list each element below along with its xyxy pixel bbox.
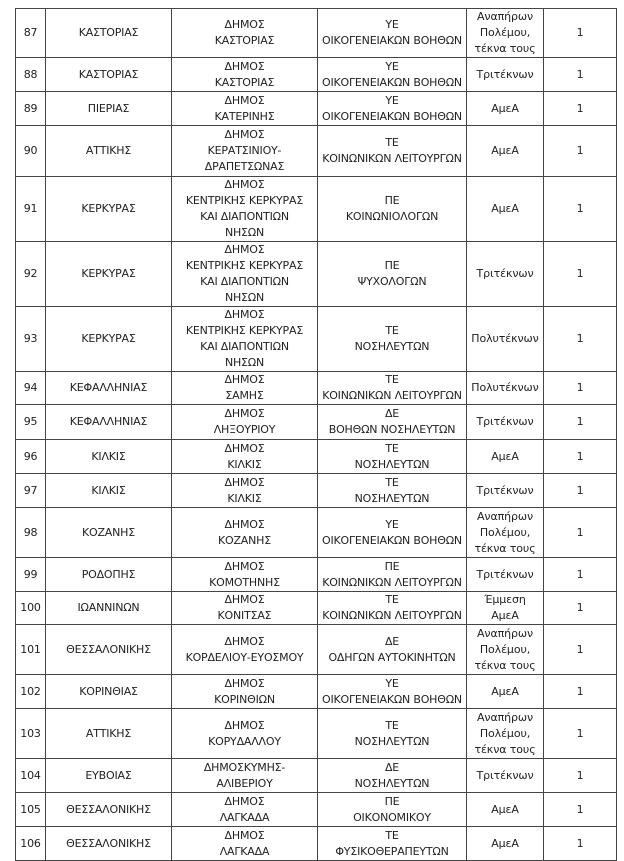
cell-number: 89	[16, 92, 46, 126]
cell-region: ΠΙΕΡΙΑΣ	[46, 92, 172, 126]
cell-number: 105	[16, 793, 46, 827]
cell-category: Τριτέκνων	[467, 242, 544, 307]
cell-specialty: ΥΕ ΟΙΚΟΓΕΝΕΙΑΚΩΝ ΒΟΗΘΩΝ	[318, 58, 467, 92]
table-row	[16, 827, 617, 861]
cell-municipality: ΔΗΜΟΣ ΚΑΣΤΟΡΙΑΣ	[172, 58, 318, 92]
cell-positions: 1	[544, 625, 617, 675]
cell-category: Αναπήρων Πολέμου, τέκνα τους	[467, 625, 544, 675]
cell-category: Τριτέκνων	[467, 759, 544, 793]
table-row	[16, 242, 617, 307]
cell-number: 92	[16, 242, 46, 307]
cell-category: Έμμεση ΑμεΑ	[467, 592, 544, 625]
cell-region: ΕΥΒΟΙΑΣ	[46, 759, 172, 793]
cell-municipality: ΔΗΜΟΣ ΛΑΓΚΑΔΑ	[172, 827, 318, 861]
cell-specialty: ΔΕ ΒΟΗΘΩΝ ΝΟΣΗΛΕΥΤΩΝ	[318, 405, 467, 440]
cell-municipality: ΔΗΜΟΣΚΥΜΗΣ- ΑΛΙΒΕΡΙΟΥ	[172, 759, 318, 793]
cell-region: ΚΙΛΚΙΣ	[46, 474, 172, 508]
cell-specialty: ΤΕ ΚΟΙΝΩΝΙΚΩΝ ΛΕΙΤΟΥΡΓΩΝ	[318, 126, 467, 177]
cell-region: ΚΟΡΙΝΘΙΑΣ	[46, 675, 172, 709]
table-row	[16, 592, 617, 625]
cell-region: ΚΑΣΤΟΡΙΑΣ	[46, 9, 172, 58]
cell-municipality: ΔΗΜΟΣ ΚΙΛΚΙΣ	[172, 474, 318, 508]
cell-specialty: ΥΕ ΟΙΚΟΓΕΝΕΙΑΚΩΝ ΒΟΗΘΩΝ	[318, 9, 467, 58]
positions-table-body	[16, 9, 617, 861]
table-row	[16, 92, 617, 126]
cell-municipality: ΔΗΜΟΣ ΛΗΞΟΥΡΙΟΥ	[172, 405, 318, 440]
cell-region: ΚΕΡΚΥΡΑΣ	[46, 307, 172, 372]
cell-positions: 1	[544, 827, 617, 861]
cell-specialty: ΤΕ ΝΟΣΗΛΕΥΤΩΝ	[318, 709, 467, 759]
cell-region: ΚΕΡΚΥΡΑΣ	[46, 242, 172, 307]
cell-municipality: ΔΗΜΟΣ ΚΟΡΥΔΑΛΛΟΥ	[172, 709, 318, 759]
cell-municipality: ΔΗΜΟΣ ΚΟΜΟΤΗΝΗΣ	[172, 558, 318, 592]
cell-number: 93	[16, 307, 46, 372]
cell-category: ΑμεΑ	[467, 827, 544, 861]
table-row	[16, 558, 617, 592]
cell-positions: 1	[544, 126, 617, 177]
table-row	[16, 508, 617, 558]
table-row	[16, 58, 617, 92]
cell-specialty: ΥΕ ΟΙΚΟΓΕΝΕΙΑΚΩΝ ΒΟΗΘΩΝ	[318, 675, 467, 709]
table-row	[16, 759, 617, 793]
cell-region: ΘΕΣΣΑΛΟΝΙΚΗΣ	[46, 625, 172, 675]
cell-category: Τριτέκνων	[467, 405, 544, 440]
table-row	[16, 793, 617, 827]
cell-category: Αναπήρων Πολέμου, τέκνα τους	[467, 508, 544, 558]
cell-number: 99	[16, 558, 46, 592]
cell-positions: 1	[544, 177, 617, 242]
cell-number: 103	[16, 709, 46, 759]
cell-positions: 1	[544, 440, 617, 474]
table-row	[16, 709, 617, 759]
cell-positions: 1	[544, 92, 617, 126]
cell-number: 90	[16, 126, 46, 177]
cell-positions: 1	[544, 508, 617, 558]
cell-region: ΑΤΤΙΚΗΣ	[46, 126, 172, 177]
cell-positions: 1	[544, 675, 617, 709]
cell-municipality: ΔΗΜΟΣ ΚΕΡΑΤΣΙΝΙΟΥ- ΔΡΑΠΕΤΣΩΝΑΣ	[172, 126, 318, 177]
cell-region: ΘΕΣΣΑΛΟΝΙΚΗΣ	[46, 827, 172, 861]
cell-number: 100	[16, 592, 46, 625]
cell-region: ΑΤΤΙΚΗΣ	[46, 709, 172, 759]
cell-specialty: ΤΕ ΦΥΣΙΚΟΘΕΡΑΠΕΥΤΩΝ	[318, 827, 467, 861]
positions-table	[15, 8, 617, 861]
cell-region: ΚΕΦΑΛΛΗΝΙΑΣ	[46, 405, 172, 440]
cell-specialty: ΥΕ ΟΙΚΟΓΕΝΕΙΑΚΩΝ ΒΟΗΘΩΝ	[318, 508, 467, 558]
cell-region: ΘΕΣΣΑΛΟΝΙΚΗΣ	[46, 793, 172, 827]
cell-municipality: ΔΗΜΟΣ ΚΑΤΕΡΙΝΗΣ	[172, 92, 318, 126]
table-row	[16, 177, 617, 242]
table-row	[16, 675, 617, 709]
cell-positions: 1	[544, 372, 617, 405]
cell-positions: 1	[544, 58, 617, 92]
cell-specialty: ΤΕ ΝΟΣΗΛΕΥΤΩΝ	[318, 440, 467, 474]
cell-region: ΚΕΡΚΥΡΑΣ	[46, 177, 172, 242]
cell-number: 95	[16, 405, 46, 440]
cell-positions: 1	[544, 474, 617, 508]
cell-specialty: ΤΕ ΝΟΣΗΛΕΥΤΩΝ	[318, 307, 467, 372]
cell-category: Αναπήρων Πολέμου, τέκνα τους	[467, 709, 544, 759]
cell-region: ΚΟΖΑΝΗΣ	[46, 508, 172, 558]
cell-municipality: ΔΗΜΟΣ ΚΟΝΙΤΣΑΣ	[172, 592, 318, 625]
cell-positions: 1	[544, 242, 617, 307]
cell-category: Τριτέκνων	[467, 558, 544, 592]
table-row	[16, 307, 617, 372]
cell-municipality: ΔΗΜΟΣ ΚΕΝΤΡΙΚΗΣ ΚΕΡΚΥΡΑΣ ΚΑΙ ΔΙΑΠΟΝΤΙΩΝ ΝΗΣΩΝ	[172, 177, 318, 242]
cell-category: ΑμεΑ	[467, 793, 544, 827]
table-row	[16, 372, 617, 405]
cell-region: ΡΟΔΟΠΗΣ	[46, 558, 172, 592]
cell-category: ΑμεΑ	[467, 126, 544, 177]
cell-number: 101	[16, 625, 46, 675]
cell-municipality: ΔΗΜΟΣ ΚΕΝΤΡΙΚΗΣ ΚΕΡΚΥΡΑΣ ΚΑΙ ΔΙΑΠΟΝΤΙΩΝ ΝΗΣΩΝ	[172, 242, 318, 307]
cell-specialty: ΔΕ ΟΔΗΓΩΝ ΑΥΤΟΚΙΝΗΤΩΝ	[318, 625, 467, 675]
cell-number: 102	[16, 675, 46, 709]
cell-number: 106	[16, 827, 46, 861]
cell-number: 88	[16, 58, 46, 92]
cell-category: Πολυτέκνων	[467, 307, 544, 372]
cell-category: ΑμεΑ	[467, 440, 544, 474]
cell-positions: 1	[544, 307, 617, 372]
cell-number: 98	[16, 508, 46, 558]
cell-municipality: ΔΗΜΟΣ ΛΑΓΚΑΔΑ	[172, 793, 318, 827]
cell-number: 87	[16, 9, 46, 58]
cell-municipality: ΔΗΜΟΣ ΚΟΡΔΕΛΙΟΥ-ΕΥΟΣΜΟΥ	[172, 625, 318, 675]
table-row	[16, 405, 617, 440]
cell-municipality: ΔΗΜΟΣ ΚΟΡΙΝΘΙΩΝ	[172, 675, 318, 709]
cell-category: ΑμεΑ	[467, 92, 544, 126]
table-row	[16, 126, 617, 177]
table-row	[16, 474, 617, 508]
cell-number: 91	[16, 177, 46, 242]
cell-positions: 1	[544, 709, 617, 759]
cell-region: ΚΙΛΚΙΣ	[46, 440, 172, 474]
cell-positions: 1	[544, 405, 617, 440]
cell-specialty: ΤΕ ΝΟΣΗΛΕΥΤΩΝ	[318, 474, 467, 508]
cell-positions: 1	[544, 759, 617, 793]
cell-category: Αναπήρων Πολέμου, τέκνα τους	[467, 9, 544, 58]
table-row	[16, 625, 617, 675]
cell-specialty: ΠΕ ΚΟΙΝΩΝΙΟΛΟΓΩΝ	[318, 177, 467, 242]
cell-municipality: ΔΗΜΟΣ ΣΑΜΗΣ	[172, 372, 318, 405]
table-row	[16, 440, 617, 474]
cell-positions: 1	[544, 558, 617, 592]
cell-number: 96	[16, 440, 46, 474]
cell-specialty: ΠΕ ΚΟΙΝΩΝΙΚΩΝ ΛΕΙΤΟΥΡΓΩΝ	[318, 558, 467, 592]
cell-specialty: ΠΕ ΟΙΚΟΝΟΜΙΚΟΥ	[318, 793, 467, 827]
cell-category: Τριτέκνων	[467, 474, 544, 508]
cell-region: ΚΑΣΤΟΡΙΑΣ	[46, 58, 172, 92]
cell-specialty: ΤΕ ΚΟΙΝΩΝΙΚΩΝ ΛΕΙΤΟΥΡΓΩΝ	[318, 372, 467, 405]
cell-region: ΙΩΑΝΝΙΝΩΝ	[46, 592, 172, 625]
cell-positions: 1	[544, 9, 617, 58]
cell-number: 97	[16, 474, 46, 508]
cell-category: Πολυτέκνων	[467, 372, 544, 405]
cell-specialty: ΥΕ ΟΙΚΟΓΕΝΕΙΑΚΩΝ ΒΟΗΘΩΝ	[318, 92, 467, 126]
cell-municipality: ΔΗΜΟΣ ΚΙΛΚΙΣ	[172, 440, 318, 474]
cell-number: 94	[16, 372, 46, 405]
cell-specialty: ΤΕ ΚΟΙΝΩΝΙΚΩΝ ΛΕΙΤΟΥΡΓΩΝ	[318, 592, 467, 625]
cell-municipality: ΔΗΜΟΣ ΚΑΣΤΟΡΙΑΣ	[172, 9, 318, 58]
cell-category: ΑμεΑ	[467, 675, 544, 709]
cell-region: ΚΕΦΑΛΛΗΝΙΑΣ	[46, 372, 172, 405]
cell-specialty: ΠΕ ΨΥΧΟΛΟΓΩΝ	[318, 242, 467, 307]
cell-positions: 1	[544, 793, 617, 827]
cell-number: 104	[16, 759, 46, 793]
cell-category: Τριτέκνων	[467, 58, 544, 92]
cell-municipality: ΔΗΜΟΣ ΚΟΖΑΝΗΣ	[172, 508, 318, 558]
cell-category: ΑμεΑ	[467, 177, 544, 242]
cell-specialty: ΔΕ ΝΟΣΗΛΕΥΤΩΝ	[318, 759, 467, 793]
table-row	[16, 9, 617, 58]
cell-municipality: ΔΗΜΟΣ ΚΕΝΤΡΙΚΗΣ ΚΕΡΚΥΡΑΣ ΚΑΙ ΔΙΑΠΟΝΤΙΩΝ ΝΗΣΩΝ	[172, 307, 318, 372]
cell-positions: 1	[544, 592, 617, 625]
